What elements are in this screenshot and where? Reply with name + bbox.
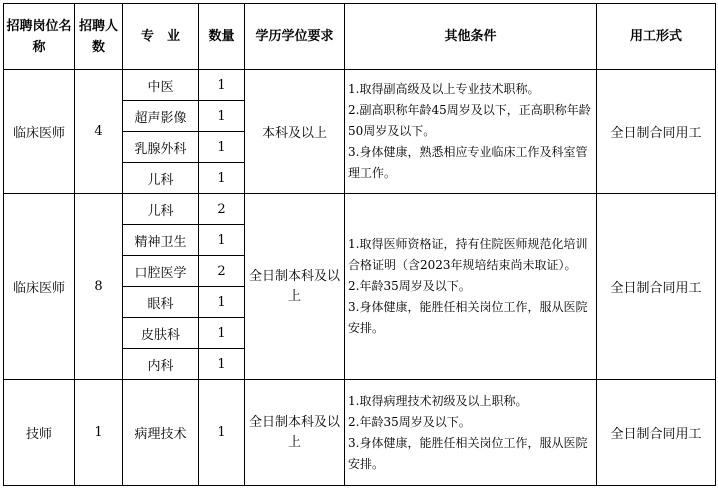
education-requirement: 本科及以上 (245, 70, 345, 194)
post-name: 临床医师 (4, 194, 75, 380)
major: 口腔医学 (123, 256, 199, 287)
major: 儿科 (123, 194, 199, 225)
condition-line: 1.取得医师资格证，持有住院医师规范化培训合格证明（含2023年规培结束尚未取证）。 (348, 237, 588, 272)
header-row (4, 4, 716, 70)
education-requirement: 全日制本科及以上 (245, 380, 345, 486)
header-quantity: 数量 (199, 4, 245, 70)
header-post-name: 招聘岗位名称 (4, 4, 75, 70)
condition-line: 3.身体健康，熟悉相应专业临床工作及科室管理工作。 (348, 145, 588, 180)
quantity: 1 (199, 163, 245, 194)
major: 中医 (123, 70, 199, 101)
other-conditions (345, 380, 597, 486)
recruitment-table (3, 3, 716, 486)
quantity: 1 (199, 132, 245, 163)
post-name: 技师 (4, 380, 75, 486)
major: 病理技术 (123, 380, 199, 486)
other-conditions (345, 194, 597, 380)
header-major: 专 业 (123, 4, 199, 70)
quantity: 1 (199, 318, 245, 349)
table-row (4, 70, 716, 101)
employment-type: 全日制合同用工 (597, 70, 716, 194)
quantity: 1 (199, 101, 245, 132)
headcount: 8 (75, 194, 123, 380)
condition-line: 2.年龄35周岁及以下。 (348, 279, 471, 293)
table-row (4, 194, 716, 225)
condition-line: 2.年龄35周岁及以下。 (348, 414, 471, 429)
major: 内科 (123, 349, 199, 380)
major: 皮肤科 (123, 318, 199, 349)
headcount: 1 (75, 380, 123, 486)
header-education: 学历学位要求 (245, 4, 345, 70)
quantity: 1 (199, 380, 245, 486)
condition-line: 3.身体健康，能胜任相关岗位工作，服从医院安排。 (348, 435, 588, 471)
major: 儿科 (123, 163, 199, 194)
condition-line: 3.身体健康，能胜任相关岗位工作，服从医院安排。 (348, 300, 588, 335)
other-conditions (345, 70, 597, 194)
quantity: 1 (199, 349, 245, 380)
header-employment-type: 用工形式 (597, 4, 716, 70)
major: 超声影像 (123, 101, 199, 132)
major: 精神卫生 (123, 225, 199, 256)
header-other-conditions: 其他条件 (345, 4, 597, 70)
table-row (4, 380, 716, 486)
major: 乳腺外科 (123, 132, 199, 163)
quantity: 2 (199, 194, 245, 225)
employment-type: 全日制合同用工 (597, 194, 716, 380)
quantity: 1 (199, 70, 245, 101)
quantity: 1 (199, 225, 245, 256)
major: 眼科 (123, 287, 199, 318)
condition-line: 2.副高职称年龄45周岁及以下，正高职称年龄50周岁及以下。 (348, 103, 591, 138)
condition-line: 1.取得病理技术初级及以上职称。 (348, 393, 528, 408)
condition-line: 1.取得副高级及以上专业技术职称。 (348, 82, 540, 96)
quantity: 2 (199, 256, 245, 287)
education-requirement: 全日制本科及以上 (245, 194, 345, 380)
header-headcount: 招聘人数 (75, 4, 123, 70)
employment-type: 全日制合同用工 (597, 380, 716, 486)
headcount: 4 (75, 70, 123, 194)
quantity: 1 (199, 287, 245, 318)
post-name: 临床医师 (4, 70, 75, 194)
